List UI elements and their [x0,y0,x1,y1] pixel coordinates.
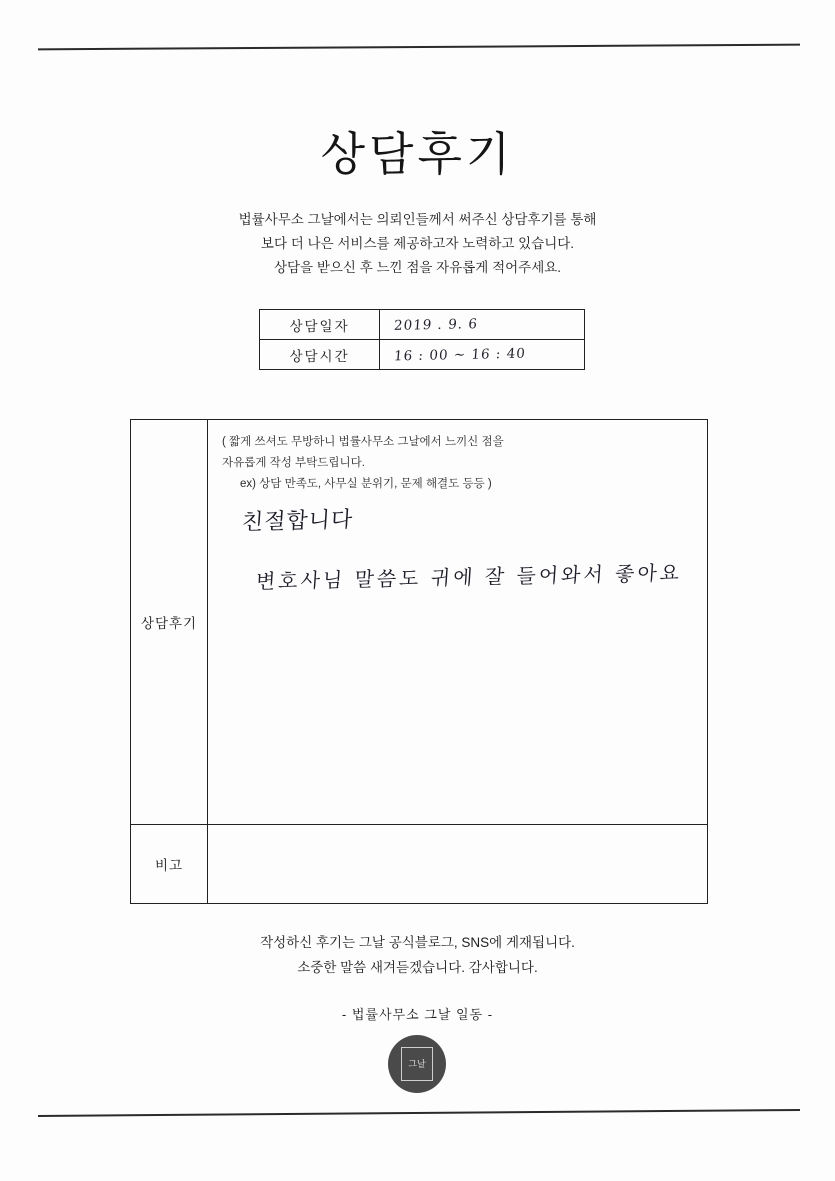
page-title: 상담후기 [320,127,515,181]
note-row-label: 비고 [131,825,208,904]
consultation-meta-table [259,309,585,370]
guide-line-3: ex) 상담 만족도, 사무실 분위기, 문제 해결도 등등 ) [240,478,492,490]
handwriting-answer-line-1: 친절합니다 [241,507,354,536]
footer-line-1: 작성하신 후기는 그날 공식블로그, SNS에 게재됩니다. [260,935,575,950]
stamp-text: 그날 [401,1047,433,1081]
footer-text [0,930,835,1027]
note-content-cell [208,825,708,904]
intro-line-1: 법률사무소 그날에서는 의뢰인들께서 써주신 상담후기를 통해 [238,212,597,227]
table-row [131,825,708,904]
table-row [260,340,585,370]
guide-line-1: ( 짧게 쓰셔도 무방하니 법률사무소 그날에서 느끼신 점을 [222,436,504,448]
footer-line-2: 소중한 말씀 새겨듣겠습니다. 감사합니다. [297,960,538,975]
consultation-date-label: 상담일자 [260,310,380,340]
table-row [260,310,585,340]
table-row [131,420,708,825]
review-table [130,419,708,904]
intro-line-2: 보다 더 나은 서비스를 제공하고자 노력하고 있습니다. [260,236,575,251]
office-seal-stamp [388,1035,446,1093]
handwriting-date: 2019 . 9. 6 [393,315,479,334]
handwriting-time: 16 : 00 ~ 16 : 40 [393,345,527,364]
consultation-date-value [380,310,585,340]
consultation-time-value [380,340,585,370]
guide-line-2: 자유롭게 작성 부탁드립니다. [222,457,365,469]
review-row-label: 상담후기 [131,420,208,825]
review-guide-text [222,432,504,495]
handwritten-review [241,504,683,594]
consultation-time-label: 상담시간 [260,340,380,370]
handwriting-answer-line-2: 변호사님 말씀도 귀에 잘 들어와서 좋아요 [255,560,683,594]
intro-text [0,208,835,280]
bottom-scan-rule [38,1109,800,1117]
footer-signoff: - 법률사무소 그날 일동 - [341,1007,494,1022]
review-content-cell [208,420,708,825]
top-scan-rule [38,44,800,51]
intro-line-3: 상담을 받으신 후 느낀 점을 자유롭게 적어주세요. [273,260,562,275]
